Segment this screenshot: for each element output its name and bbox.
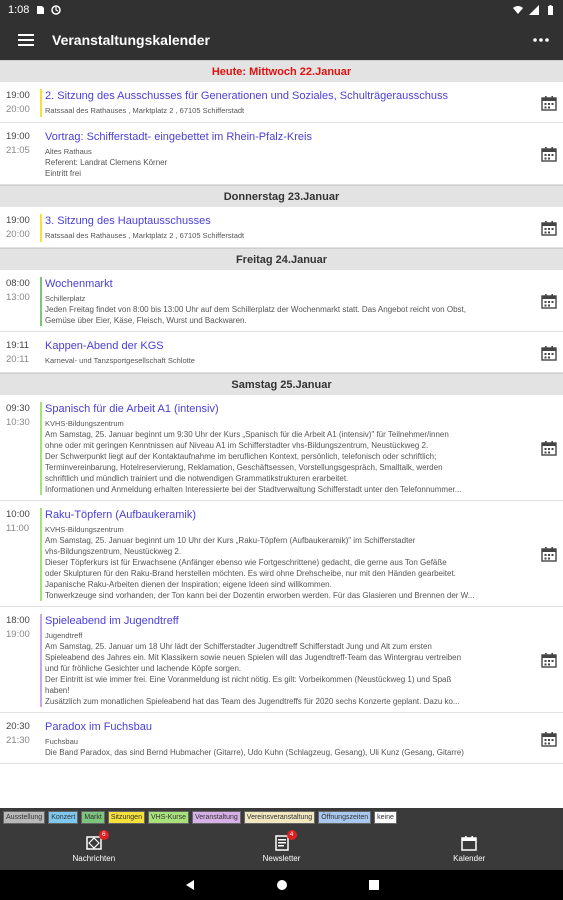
event-start-time: 19:00 — [6, 215, 30, 226]
day-header: Samstag 25.Januar — [0, 373, 563, 395]
event-item[interactable] — [0, 123, 563, 185]
event-location: Altes Rathaus — [45, 147, 92, 156]
add-to-calendar-icon[interactable] — [541, 440, 557, 456]
event-start-time: 08:00 — [6, 278, 30, 289]
event-category-bar — [40, 130, 42, 179]
event-category-bar — [40, 614, 42, 707]
event-end-time: 21:05 — [6, 145, 30, 156]
event-description-line: Am Samstag, 25. Januar beginnt um 10 Uhr der Kurs „Raku-Töpfern (Aufbaukeramik)" im Schifferstadter — [45, 536, 416, 545]
event-end-time: 20:00 — [6, 104, 30, 115]
event-location: Schillerplatz — [45, 294, 86, 303]
event-location: Ratssaal des Rathauses , Marktplatz 2 , 67105 Schifferstadt — [45, 106, 245, 115]
event-description-line: Referent: Landrat Clemens Körner — [45, 158, 168, 167]
legend-chip: Sitzungen — [108, 811, 145, 824]
event-title[interactable]: 3. Sitzung des Hauptausschusses — [45, 215, 211, 227]
more-vert-icon — [533, 38, 549, 42]
event-title[interactable]: Paradox im Fuchsbau — [45, 721, 152, 733]
legend-chip: Ausstellung — [3, 811, 45, 824]
event-body — [45, 214, 563, 242]
event-body — [45, 720, 563, 758]
event-description-line: Am Samstag, 25. Januar beginnt um 9:30 Uhr der Kurs „Spanisch für die Arbeit A1 (intensiv)" für Teilnehmer/innen — [45, 430, 449, 439]
day-header: Donnerstag 23.Januar — [0, 185, 563, 207]
calendar-icon — [460, 834, 478, 852]
event-times — [0, 339, 40, 367]
news-icon — [85, 830, 106, 852]
event-location: KVHS-Bildungszentrum — [45, 419, 124, 428]
event-times — [0, 130, 40, 179]
nav-label: Newsletter — [262, 853, 301, 863]
event-title[interactable]: Wochenmarkt — [45, 278, 113, 290]
event-category-bar — [40, 89, 42, 117]
nav-kalender[interactable] — [375, 826, 563, 870]
event-title[interactable]: 2. Sitzung des Ausschusses für Generationen und Soziales, Schulträgerausschuss — [45, 90, 448, 102]
status-time: 1:08 — [8, 4, 30, 16]
hamburger-icon — [18, 33, 34, 47]
battery-icon — [545, 5, 555, 15]
sd-card-icon — [35, 5, 45, 15]
event-item[interactable] — [0, 395, 563, 501]
event-title[interactable]: Spanisch für die Arbeit A1 (intensiv) — [45, 403, 219, 415]
event-description-line: Terminvereinbarung, Hotelreservierung, Reklamation, Geschäftsessen, Vorstellungsgespräch, Smalltalk, werden — [45, 463, 443, 472]
event-description-line: Dieser Töpferkurs ist für Erwachsene (Anfänger ebenso wie Fortgeschrittene) gedacht, die gerne aus Ton Gefäße — [45, 558, 447, 567]
more-button[interactable] — [519, 20, 563, 60]
event-category-bar — [40, 277, 42, 326]
event-description-line: Japanische Raku-Arbeiten dienen der Inspiration; eigene Ideen sind willkommen. — [45, 580, 332, 589]
legend-chip: Markt — [81, 811, 105, 824]
event-description-line: Der Eintritt ist wie immer frei. Eine Voranmeldung ist nicht nötig. Es gilt: Vorbeikommen (Neustückweg 1) und Spaß — [45, 675, 452, 684]
event-description-line: haben! — [45, 686, 70, 695]
event-description-line: vhs-Bildungszentrum, Neustückweg 2. — [45, 547, 182, 556]
add-to-calendar-icon[interactable] — [541, 146, 557, 162]
event-title[interactable]: Vortrag: Schifferstadt- eingebettet im Rhein-Pfalz-Kreis — [45, 131, 312, 143]
nav-nachrichten[interactable] — [0, 826, 188, 870]
event-description-line: und für fröhliche Gesichter und lachende Köpfe sorgen. — [45, 664, 242, 673]
event-times — [0, 89, 40, 117]
legend-chip: VHS-Kurse — [148, 811, 189, 824]
event-body — [45, 130, 563, 179]
event-end-time: 10:30 — [6, 417, 30, 428]
sync-icon — [51, 5, 61, 15]
event-description — [45, 304, 533, 326]
event-start-time: 18:00 — [6, 615, 30, 626]
event-category-bar — [40, 214, 42, 242]
category-legend — [0, 808, 563, 826]
event-body — [45, 402, 563, 495]
event-description-line: schriftlich und mündlich trainiert und die notwendigen Grammatikstrukturen erarbeitet. — [45, 474, 349, 483]
nav-label: Kalender — [453, 853, 486, 863]
event-description-line: Informationen und Anmeldung erhalten Interessierte bei der Stadtverwaltung Schifferstadt unter den Telefonnummer... — [45, 485, 462, 494]
event-description-line: Eintritt frei — [45, 169, 82, 178]
event-body — [45, 339, 563, 367]
add-to-calendar-icon[interactable] — [541, 546, 557, 562]
event-start-time: 09:30 — [6, 403, 30, 414]
event-start-time: 19:00 — [6, 131, 30, 142]
event-end-time: 11:00 — [6, 523, 30, 534]
add-to-calendar-icon[interactable] — [541, 731, 557, 747]
event-description-line: Tonwerkzeuge sind vorhanden, der Ton kann bei der Dozentin erworben werden. Für das Glasieren und Brennen der W... — [45, 591, 475, 600]
home-icon[interactable] — [276, 879, 288, 891]
event-body — [45, 508, 563, 601]
event-description-line: Die Band Paradox, das sind Bernd Hubmacher (Gitarre), Udo Kuhn (Schlagzeug, Gesang), Uli Kunz (Gesang, Gitarre) — [45, 748, 464, 757]
event-times — [0, 277, 40, 326]
nav-label: Nachrichten — [72, 853, 116, 863]
event-description — [45, 535, 533, 601]
event-description-line: Jeden Freitag findet von 8:00 bis 13:00 Uhr auf dem Schillerplatz der Wochenmarkt statt. Das Angebot reicht von Obst, — [45, 305, 466, 314]
event-description-line: ohne oder mit geringen Kenntnissen auf Niveau A1 im Schifferstadter vhs-Bildungszentrum, Neustückweg 2. — [45, 441, 429, 450]
recents-icon[interactable] — [368, 879, 380, 891]
add-to-calendar-icon[interactable] — [541, 652, 557, 668]
event-item[interactable] — [0, 501, 563, 607]
event-end-time: 20:11 — [6, 354, 30, 365]
event-start-time: 19:00 — [6, 90, 30, 101]
back-icon[interactable] — [184, 879, 196, 891]
event-location: Karneval- und Tanzsportgesellschaft Schlotte — [45, 356, 195, 365]
legend-chip: Konzert — [48, 811, 78, 824]
add-to-calendar-icon[interactable] — [541, 293, 557, 309]
event-title[interactable]: Raku-Töpfern (Aufbaukeramik) — [45, 509, 197, 521]
menu-button[interactable] — [0, 20, 52, 60]
event-item[interactable] — [0, 82, 563, 123]
event-times — [0, 214, 40, 242]
add-to-calendar-icon[interactable] — [541, 95, 557, 111]
event-description — [45, 157, 533, 179]
event-title[interactable]: Kappen-Abend der KGS — [45, 340, 164, 352]
legend-chip: Öffnungszeiten — [318, 811, 371, 824]
event-end-time: 13:00 — [6, 292, 30, 303]
event-description-line: Der Schwerpunkt liegt auf der Kontaktaufnahme im beruflichen Kontext, persönlich, telefonisch oder schriftlich; — [45, 452, 437, 461]
add-to-calendar-icon[interactable] — [541, 345, 557, 361]
event-start-time: 10:00 — [6, 509, 30, 520]
legend-chip: Veranstaltung — [192, 811, 241, 824]
event-body — [45, 89, 563, 117]
event-description-line: Zusätzlich zum monatlichen Spieleabend hat das Team des Jugendtreffs für 2020 sechs Konzerte geplant. Dazu ko... — [45, 697, 460, 706]
system-navigation-bar — [0, 870, 563, 900]
event-body — [45, 277, 563, 326]
notification-badge: 4 — [287, 830, 297, 840]
event-category-bar — [40, 402, 42, 495]
event-start-time: 20:30 — [6, 721, 30, 732]
event-start-time: 19:11 — [6, 340, 30, 351]
event-list[interactable] — [0, 60, 563, 808]
event-times — [0, 720, 40, 758]
event-item[interactable] — [0, 270, 563, 332]
add-to-calendar-icon[interactable] — [541, 220, 557, 236]
event-item[interactable] — [0, 607, 563, 713]
event-location: Ratssaal des Rathauses , Marktplatz 2 , 67105 Schifferstadt — [45, 231, 245, 240]
event-title[interactable]: Spieleabend im Jugendtreff — [45, 615, 179, 627]
event-location: KVHS-Bildungszentrum — [45, 525, 124, 534]
event-location: Jugendtreff — [45, 631, 83, 640]
day-header: Heute: Mittwoch 22.Januar — [0, 60, 563, 82]
event-end-time: 20:00 — [6, 229, 30, 240]
event-location: Fuchsbau — [45, 737, 78, 746]
app-bar — [0, 20, 563, 60]
signal-icon — [529, 5, 539, 15]
bottom-navigation — [0, 826, 563, 870]
legend-chip: Vereinsveranstaltung — [244, 811, 315, 824]
event-category-bar — [40, 508, 42, 601]
event-description-line: Spieleabend des Jahres ein. Mit Klassikern sowie neuen Spielen will das Jugendtreff-Team das Wintergrau vertreiben — [45, 653, 462, 662]
event-end-time: 19:00 — [6, 629, 30, 640]
event-body — [45, 614, 563, 707]
event-times — [0, 402, 40, 495]
event-description-line: Gemüse über Eier, Käse, Fleisch, Wurst und Backwaren. — [45, 316, 247, 325]
event-item[interactable] — [0, 332, 563, 373]
newsletter-icon — [273, 830, 294, 852]
event-description — [45, 429, 533, 495]
event-times — [0, 614, 40, 707]
event-category-bar — [40, 339, 42, 367]
wifi-icon — [513, 5, 523, 15]
event-item[interactable] — [0, 207, 563, 248]
nav-newsletter[interactable] — [188, 826, 376, 870]
event-times — [0, 508, 40, 601]
event-item[interactable] — [0, 713, 563, 764]
status-bar — [0, 0, 563, 20]
day-header: Freitag 24.Januar — [0, 248, 563, 270]
page-title: Veranstaltungskalender — [52, 32, 210, 48]
event-description — [45, 641, 533, 707]
legend-chip: keine — [374, 811, 397, 824]
event-description-line: Am Samstag, 25. Januar um 18 Uhr lädt der Schifferstadter Jugendtreff Schifferstadt Jung und Alt zum ersten — [45, 642, 432, 651]
notification-badge: 6 — [99, 830, 109, 840]
event-description-line: oder Skulpturen für den Raku-Brand herstellen möchten. Es wird ohne Drehscheibe, nur mit den Händen gearbeitet. — [45, 569, 456, 578]
event-end-time: 21:30 — [6, 735, 30, 746]
event-description — [45, 747, 533, 758]
event-category-bar — [40, 720, 42, 758]
